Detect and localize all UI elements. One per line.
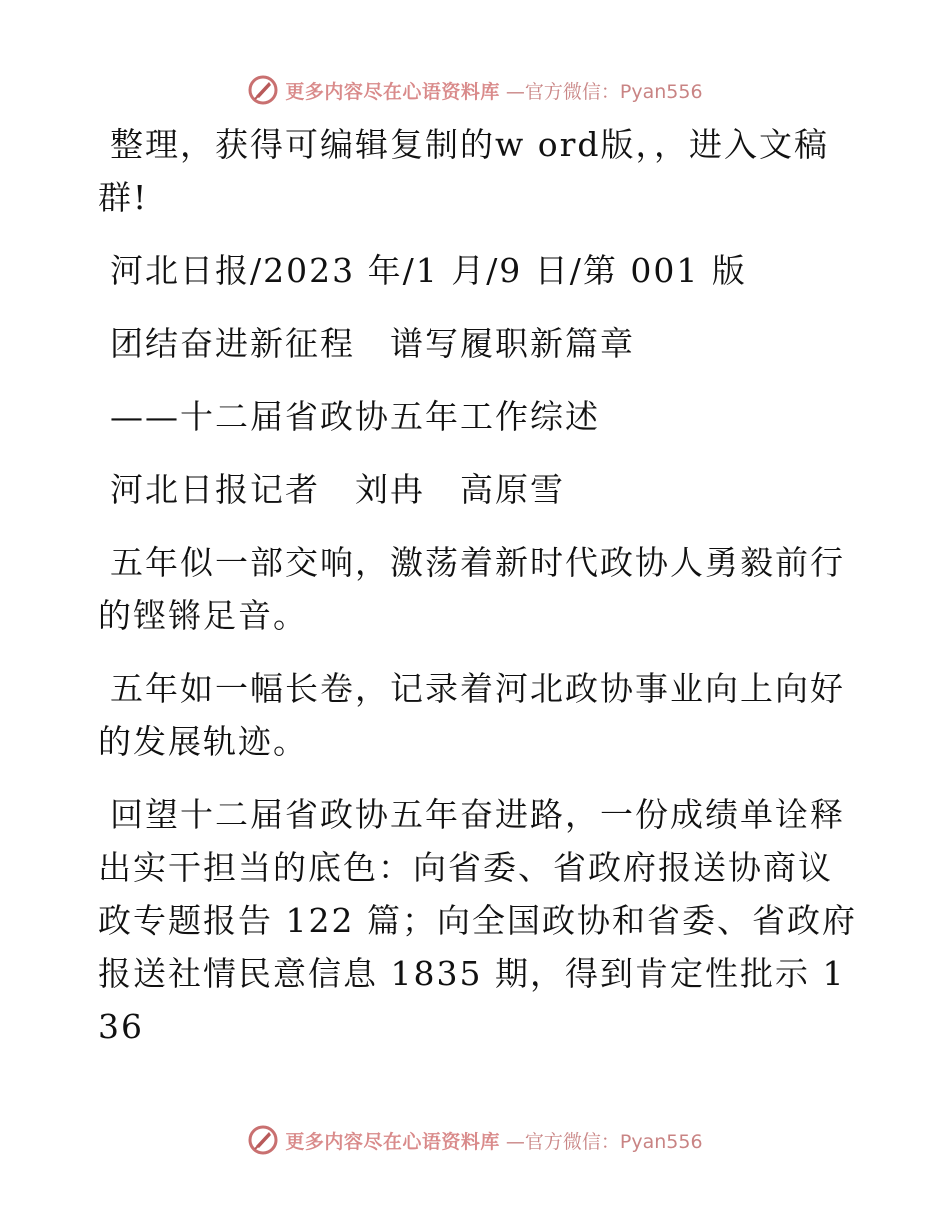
banner-title: 更多内容尽在心语资料库 bbox=[285, 1130, 500, 1153]
banner-wechat: —官方微信：Pyan556 bbox=[505, 1130, 703, 1153]
feather-logo-icon bbox=[247, 74, 279, 106]
header-banner bbox=[0, 70, 950, 110]
article-subtitle: ——十二届省政协五年工作综述 bbox=[110, 397, 600, 436]
byline: 河北日报记者 刘冉 高原雪 bbox=[110, 470, 565, 509]
footer-banner bbox=[0, 1120, 950, 1160]
banner-title: 更多内容尽在心语资料库 bbox=[285, 80, 500, 103]
body-paragraph: 五年似一部交响，激荡着新时代政协人勇毅前行的铿锵足音。 bbox=[98, 543, 845, 635]
intro-paragraph: 整理，获得可编辑复制的w ord版，，进入文稿群! bbox=[98, 125, 830, 217]
body-paragraph: 五年如一幅长卷，记录着河北政协事业向上向好的发展轨迹。 bbox=[98, 669, 845, 761]
document-body bbox=[98, 118, 858, 1073]
body-paragraph: 回望十二届省政协五年奋进路，一份成绩单诠释出实干担当的底色：向省委、省政府报送协商议政专题报告 122 篇；向全国政协和省委、省政府报送社情民意信息 1835 期，得到肯定性批示 136 bbox=[98, 795, 857, 1046]
feather-logo-icon bbox=[247, 1124, 279, 1156]
source-line: 河北日报/2023 年/1 月/9 日/第 001 版 bbox=[110, 251, 747, 290]
article-title: 团结奋进新征程 谱写履职新篇章 bbox=[110, 324, 635, 363]
banner-wechat: —官方微信：Pyan556 bbox=[505, 80, 703, 103]
